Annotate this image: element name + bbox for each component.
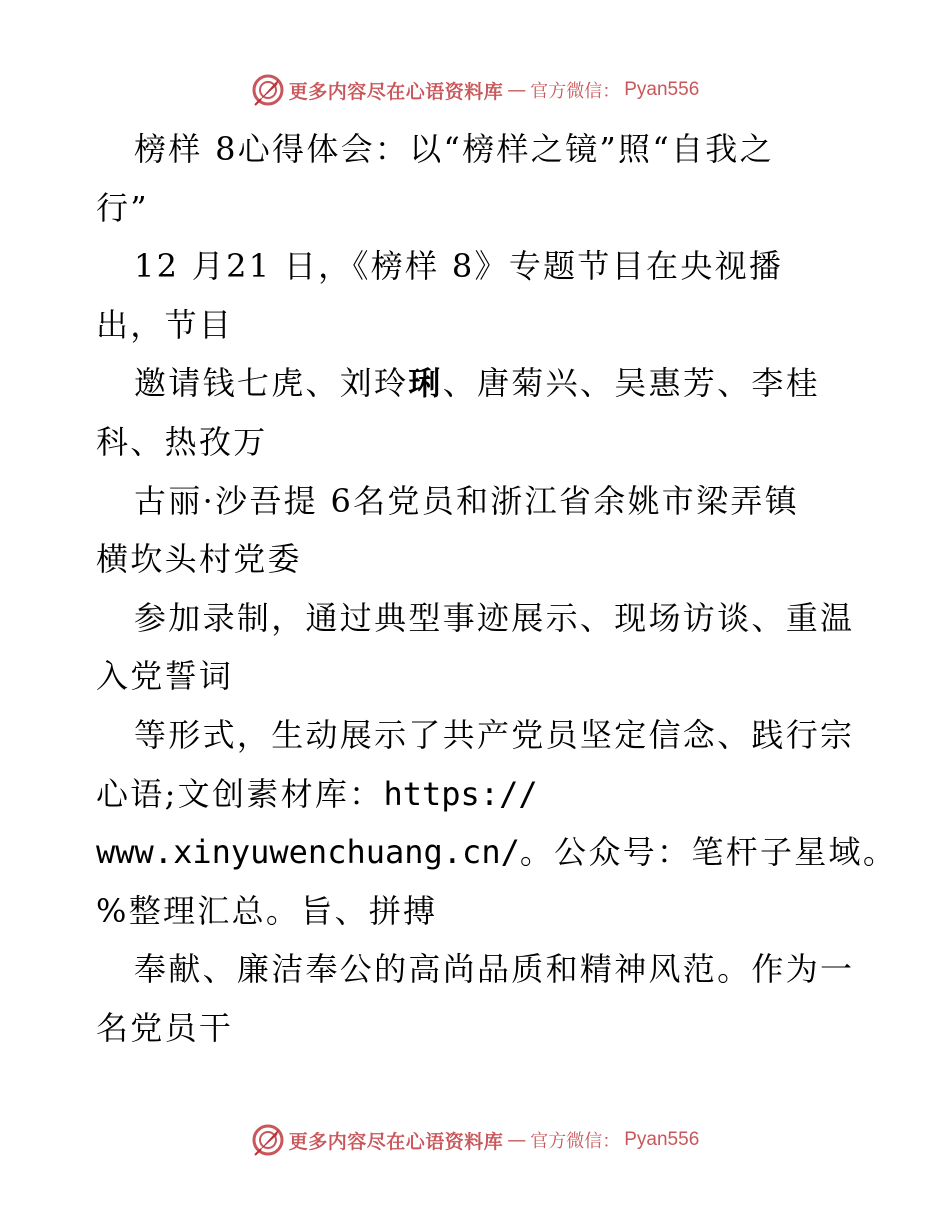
header-banner <box>0 70 950 110</box>
header-dash: — <box>507 79 527 101</box>
footer-dash: — <box>507 1129 527 1151</box>
line13-part-b: 。公众号：笔杆子星域。 <box>519 833 898 872</box>
quill-logo-icon <box>251 73 285 107</box>
quill-logo-icon <box>251 1123 285 1157</box>
line5-part-c: 、唐菊兴、吴惠芳、李桂 <box>442 364 821 403</box>
paragraph-line-10: 入党誓词 <box>96 657 234 696</box>
line13-url: www.xinyuwenchuang.cn/ <box>96 833 520 872</box>
header-wechat-id: Pyan556 <box>624 79 700 100</box>
paragraph-line-7: 古丽·沙吾提 6名党员和浙江省余姚市梁弄镇 <box>134 481 800 520</box>
line5-part-a: 邀请钱七虎、刘玲 <box>134 364 409 403</box>
header-wechat-label: 官方微信： <box>530 81 621 102</box>
paragraph-line-4: 出，节目 <box>96 305 234 344</box>
paragraph-line-3: 12 月21 日，《榜样 8》专题节目在央视播 <box>134 247 784 286</box>
footer-promo-text: 更多内容尽在心语资料库 <box>288 1130 504 1153</box>
footer-banner-inner <box>251 1123 700 1157</box>
paragraph-line-16: 名党员干 <box>96 1008 234 1047</box>
paragraph-line-11: 等形式，生动展示了共产党员坚定信念、践行宗 <box>134 715 855 754</box>
title-line-1: 榜样 8心得体会：以“榜样之镜”照“自我之 <box>134 130 774 168</box>
header-banner-inner <box>251 73 700 107</box>
paragraph-line-5 <box>96 354 876 413</box>
line5-part-b: 琍 <box>408 364 443 403</box>
footer-banner <box>0 1120 950 1160</box>
line12-url-part: https:// <box>383 774 538 813</box>
footer-wechat-id: Pyan556 <box>624 1129 700 1150</box>
paragraph-line-8: 横坎头村党委 <box>96 540 302 579</box>
paragraph-line-9: 参加录制，通过典型事迹展示、现场访谈、重温 <box>134 598 855 637</box>
title-line-2: 行” <box>96 188 149 227</box>
paragraph-line-12 <box>96 765 876 824</box>
footer-wechat-label: 官方微信： <box>530 1131 621 1152</box>
paragraph-line-15: 奉献、廉洁奉公的高尚品质和精神风范。作为一 <box>134 950 855 989</box>
paragraph-line-14: %整理汇总。旨、拼搏 <box>96 891 438 930</box>
paragraph-line-13 <box>96 823 898 882</box>
document-body <box>96 120 898 1058</box>
line12-part-a: 心语;文创素材库： <box>96 774 384 813</box>
header-promo-text: 更多内容尽在心语资料库 <box>288 80 504 103</box>
paragraph-line-6: 科、热孜万 <box>96 422 268 461</box>
